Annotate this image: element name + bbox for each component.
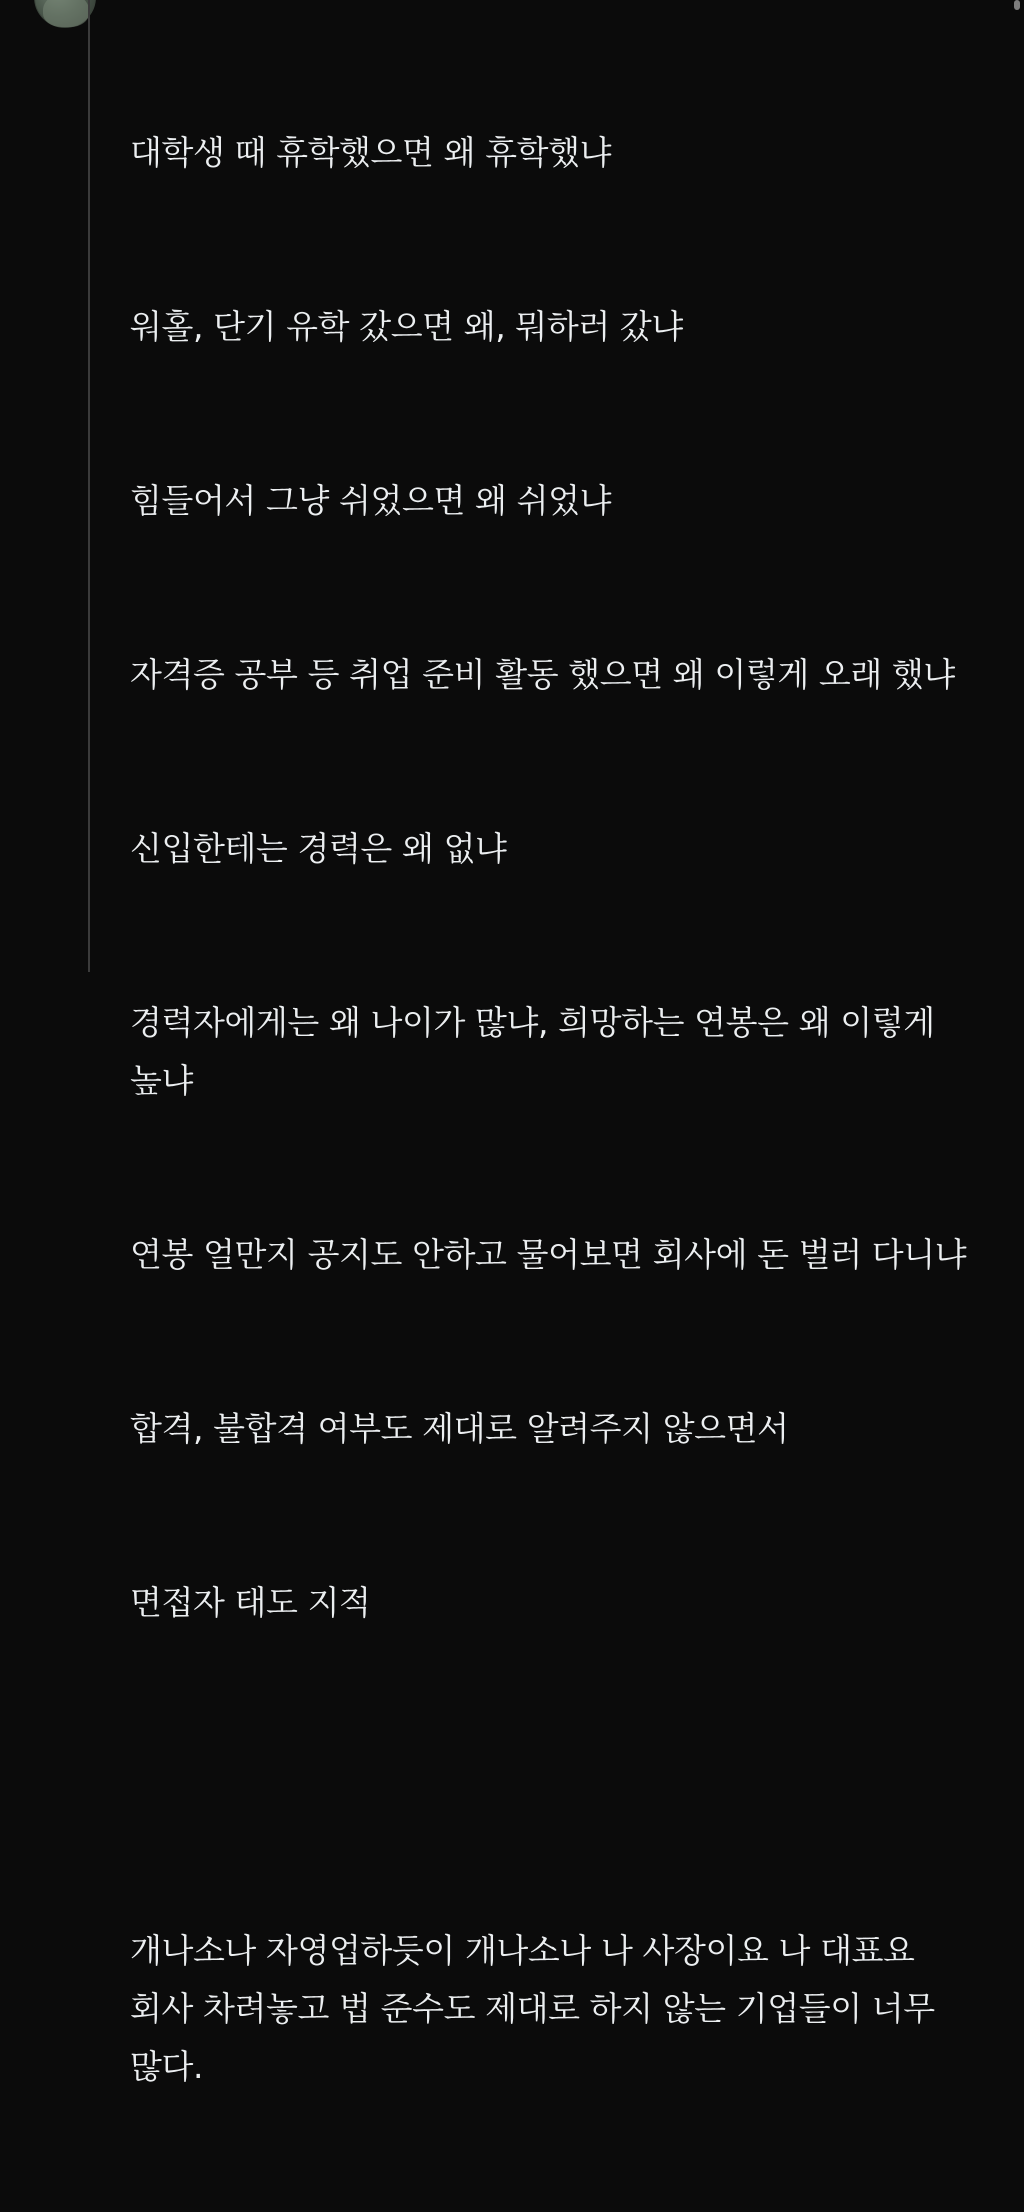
post-paragraph: 연봉 얼만지 공지도 안하고 물어보면 회사에 돈 벌러 다니냐	[130, 1235, 967, 1274]
paragraph-spacer	[130, 1748, 974, 1806]
post-paragraph: 힘들어서 그냥 쉬었으면 왜 쉬었냐	[130, 481, 612, 520]
post-paragraph: 경력자에게는 왜 나이가 많냐, 희망하는 연봉은 왜 이렇게 높냐	[130, 1003, 945, 1100]
post-paragraph: 워홀, 단기 유학 갔으면 왜, 뭐하러 갔냐	[130, 307, 683, 346]
post-paragraph: 신입한테는 경력은 왜 없냐	[130, 829, 507, 868]
post-body	[130, 8, 974, 2212]
thread-gutter	[0, 0, 96, 972]
scrollbar-thumb[interactable]	[1014, 0, 1020, 10]
post-paragraph: 개나소나 자영업하듯이 개나소나 나 사장이요 나 대표요 회사 차려놓고 법 준수도 제대로 하지 않는 기업들이 너무 많다.	[130, 1931, 945, 2086]
post-content	[96, 0, 1024, 2086]
vertical-scrollbar[interactable]	[1014, 0, 1020, 972]
user-avatar[interactable]	[34, 0, 96, 28]
thread-line	[88, 0, 90, 972]
post-paragraph: 면접자 태도 지적	[130, 1583, 371, 1622]
post-paragraph: 자격증 공부 등 취업 준비 활동 했으면 왜 이렇게 오래 했냐	[130, 655, 955, 694]
post-paragraph: 대학생 때 휴학했으면 왜 휴학했냐	[130, 133, 612, 172]
post-paragraph: 합격, 불합격 여부도 제대로 알려주지 않으면서	[130, 1409, 789, 1448]
